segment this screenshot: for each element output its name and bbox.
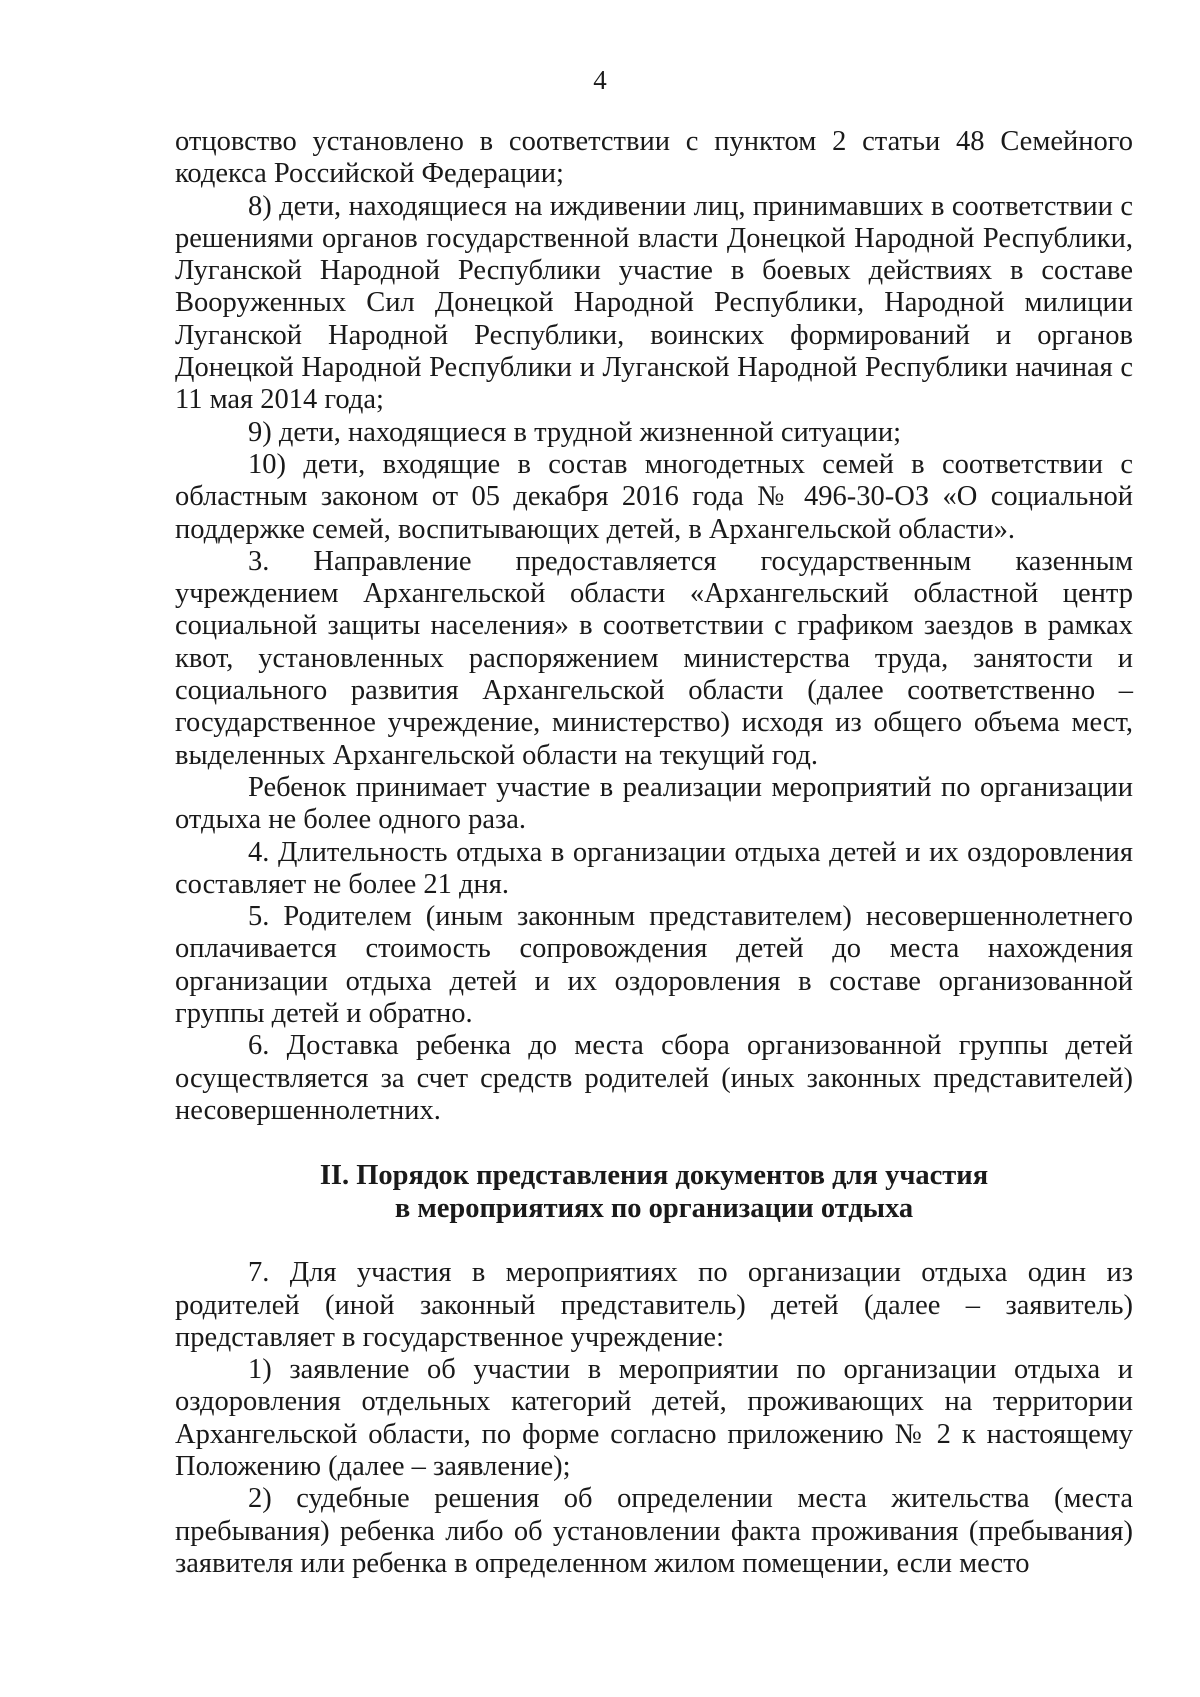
paragraph: 4. Длительность отдыха в организации отдыха детей и их оздоровления составляет не более 21 дня. bbox=[175, 836, 1133, 900]
paragraph: 9) дети, находящиеся в трудной жизненной ситуации; bbox=[248, 416, 902, 448]
paragraphs-after-heading bbox=[175, 1257, 1133, 1580]
paragraph: 6. Доставка ребенка до места сбора организованной группы детей осуществляется за счет средств родителей (иных законных представителей) несовершеннолетних. bbox=[175, 1030, 1133, 1126]
section-heading-line-2: в мероприятиях по организации отдыха bbox=[394, 1192, 914, 1224]
paragraph: 7. Для участия в мероприятиях по организации отдыха один из родителей (иной законный представитель) детей (далее – заявитель) представляет в государственное учреждение: bbox=[175, 1257, 1133, 1353]
paragraph: 8) дети, находящиеся на иждивении лиц, принимавших в соответствии с решениями органов государственной власти Донецкой Народной Республики, Луганской Народной Республики участие в боевых действиях в составе Вооруженных Сил Донецкой Народной Республики, Народной милиции Луганской Народной Республики, воинских формирований и органов Донецкой Народной Республики и Луганской Народной Республики начиная с 11 мая 2014 года; bbox=[175, 190, 1133, 416]
section-heading-line-1: II. Порядок представления документов для участия bbox=[319, 1160, 989, 1192]
document-body bbox=[175, 126, 1133, 1580]
paragraph: 10) дети, входящие в состав многодетных семей в соответствии с областным законом от 05 декабря 2016 года № 496-30-ОЗ «О социальной поддержке семей, воспитывающих детей, в Архангельской области». bbox=[175, 448, 1133, 545]
page-number: 4 bbox=[593, 65, 607, 95]
paragraph: Ребенок принимает участие в реализации мероприятий по организации отдыха не более одного раза. bbox=[175, 771, 1133, 836]
paragraph: 3. Направление предоставляется государственным казенным учреждением Архангельской области «Архангельский областной центр социальной защиты населения» в соответствии с графиком заездов в рамках квот, установленных распоряжением министерства труда, занятости и социального развития Архангельской области (далее соответственно – государственное учреждение, министерство) исходя из общего объема мест, выделенных Архангельской области на текущий год. bbox=[175, 545, 1133, 771]
section-heading bbox=[175, 1160, 1133, 1225]
paragraph: 5. Родителем (иным законным представителем) несовершеннолетнего оплачивается стоимость сопровождения детей до места нахождения организации отдыха детей и их оздоровления в составе организованной группы детей и обратно. bbox=[175, 901, 1133, 1030]
paragraphs-before-heading bbox=[175, 126, 1133, 1127]
paragraph: 2) судебные решения об определении места жительства (места пребывания) ребенка либо об установлении факта проживания (пребывания) заявителя или ребенка в определенном жилом помещении, если место bbox=[175, 1483, 1133, 1579]
paragraph: 1) заявление об участии в мероприятии по организации отдыха и оздоровления отдельных категорий детей, проживающих на территории Архангельской области, по форме согласно приложению № 2 к настоящему Положению (далее – заявление); bbox=[175, 1354, 1133, 1482]
paragraph: отцовство установлено в соответствии с пунктом 2 статьи 48 Семейного кодекса Российской Федерации; bbox=[175, 126, 1133, 190]
